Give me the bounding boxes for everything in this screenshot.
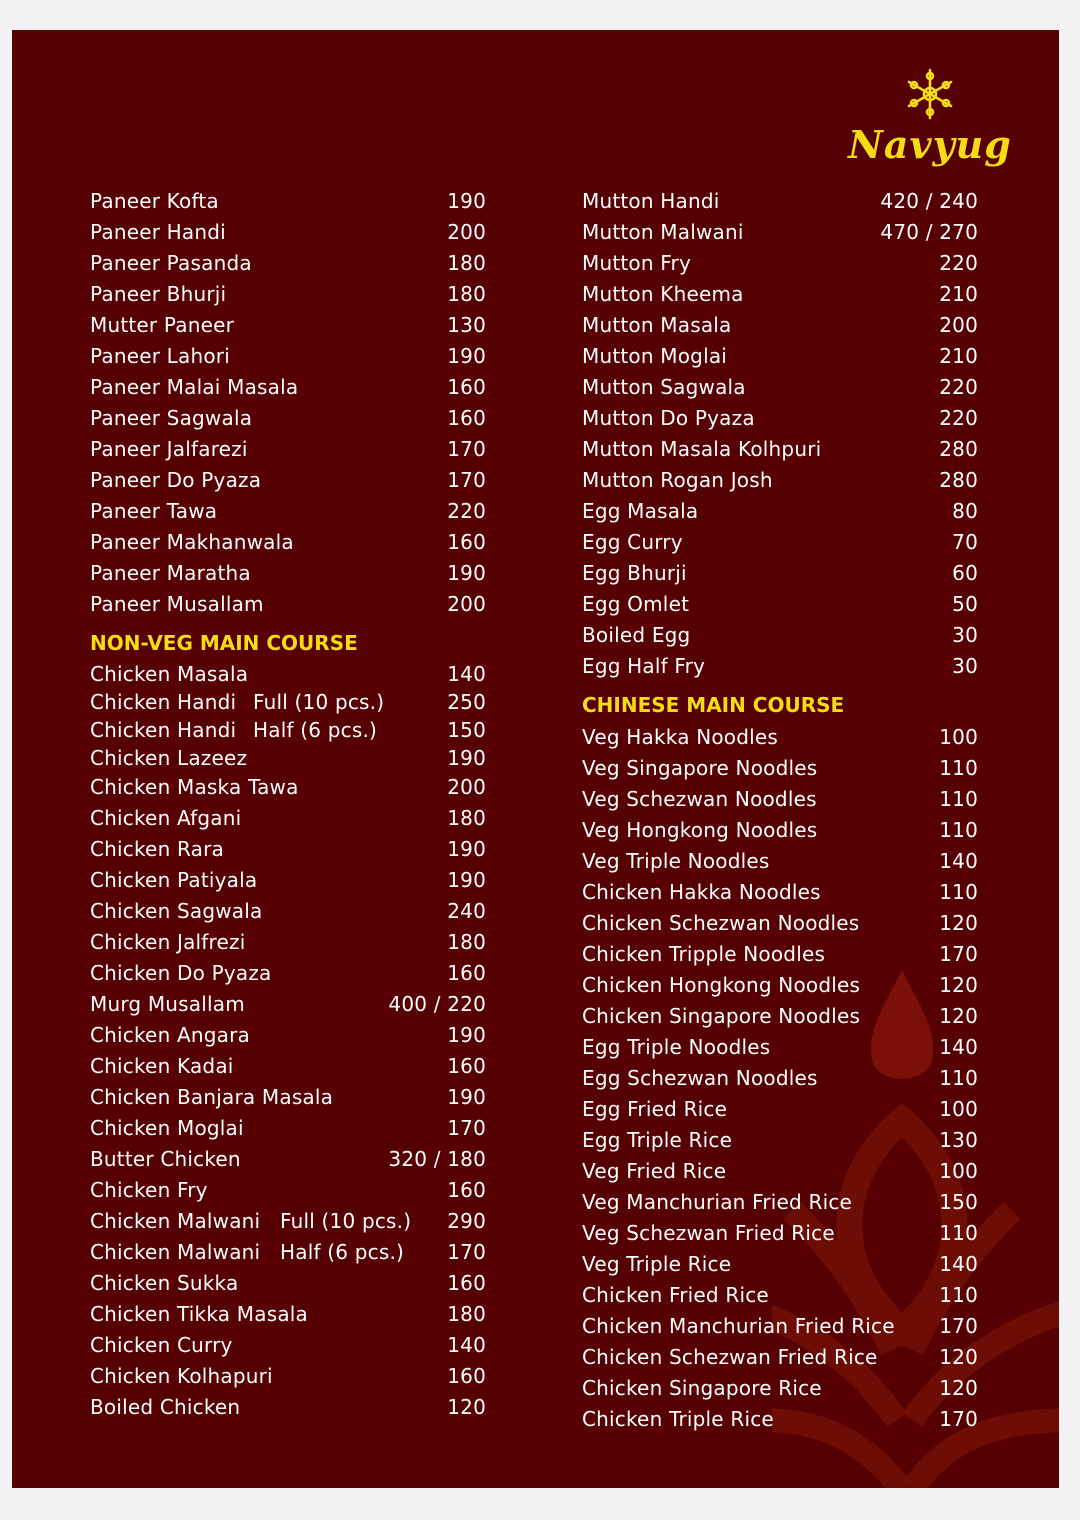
item-price: 210 [939,344,978,368]
ornament-icon [905,68,955,120]
brand-name: Navyug [848,122,1012,167]
item-name: Chicken Manchurian Fried Rice [582,1314,895,1338]
list-item [582,341,978,372]
item-price: 200 [939,313,978,337]
item-price: 170 [447,437,486,461]
item-price: 30 [952,623,978,647]
list-item [90,279,486,310]
item-name: Chicken Schezwan Fried Rice [582,1345,878,1369]
item-price: 150 [939,1190,978,1214]
item-name: Mutton Handi [582,189,720,213]
item-price: 160 [447,406,486,430]
list-item [90,865,486,896]
item-name: Chicken Schezwan Noodles [582,911,860,935]
list-item [90,688,486,716]
item-name: Chicken Patiyala [90,868,258,892]
item-name: Boiled Chicken [90,1395,241,1419]
item-price: 190 [447,746,486,770]
item-name: Paneer Jalfarezi [90,437,248,461]
list-item [90,1330,486,1361]
list-item [90,1361,486,1392]
item-price: 110 [939,1283,978,1307]
item-portion: Half (6 pcs.) [280,1240,405,1264]
list-item [582,784,978,815]
item-name: Mutton Moglai [582,344,728,368]
item-price: 200 [447,775,486,799]
item-name: Mutton Sagwala [582,375,746,399]
list-item [90,434,486,465]
item-name: Chicken Triple Rice [582,1407,774,1431]
item-price: 120 [939,1004,978,1028]
item-name: Chicken Handi [90,718,237,742]
item-name: Mutton Masala Kolhpuri [582,437,822,461]
item-name: Egg Half Fry [582,654,706,678]
item-price: 220 [939,251,978,275]
item-name: Chicken Do Pyaza [90,961,272,985]
item-price: 180 [447,1302,486,1326]
item-name: Veg Manchurian Fried Rice [582,1190,853,1214]
item-price: 110 [939,756,978,780]
list-item [582,1280,978,1311]
list-item [582,434,978,465]
list-item [90,217,486,248]
item-price: 470 / 270 [880,220,978,244]
item-price: 190 [447,868,486,892]
item-name: Chicken Banjara Masala [90,1085,334,1109]
item-name: Chicken Malwani [90,1240,261,1264]
list-item [582,620,978,651]
item-name: Paneer Do Pyaza [90,468,262,492]
item-portion: Half (6 pcs.) [253,718,378,742]
item-name: Chicken Tikka Masala [90,1302,308,1326]
item-name: Paneer Lahori [90,344,230,368]
item-name: Veg Hongkong Noodles [582,818,818,842]
item-name: Veg Hakka Noodles [582,725,779,749]
item-name: Mutter Paneer [90,313,235,337]
list-item [582,1001,978,1032]
list-item [582,186,978,217]
right-menu-column [582,186,978,1435]
item-name: Mutton Rogan Josh [582,468,773,492]
item-price: 170 [447,1116,486,1140]
list-item [90,248,486,279]
list-item [582,877,978,908]
item-name: Chicken Lazeez [90,746,248,770]
item-price: 120 [447,1395,486,1419]
item-price: 160 [447,961,486,985]
item-price: 190 [447,1023,486,1047]
item-price: 100 [939,1159,978,1183]
item-price: 110 [939,1066,978,1090]
list-item [90,558,486,589]
item-name: Butter Chicken [90,1147,241,1171]
list-item [582,1404,978,1435]
list-item [582,248,978,279]
item-portion: Full (10 pcs.) [280,1209,412,1233]
item-price: 200 [447,220,486,244]
item-name: Paneer Malai Masala [90,375,299,399]
item-name: Paneer Musallam [90,592,264,616]
item-name: Egg Triple Noodles [582,1035,771,1059]
item-price: 160 [447,1364,486,1388]
list-item [582,1311,978,1342]
list-item [582,527,978,558]
item-name: Chicken Malwani [90,1209,261,1233]
item-name: Chicken Kolhapuri [90,1364,273,1388]
item-price: 60 [952,561,978,585]
item-name: Paneer Tawa [90,499,218,523]
menu-page [12,30,1059,1488]
list-item [582,651,978,682]
item-name: Chicken Kadai [90,1054,234,1078]
list-item [582,279,978,310]
list-item [90,744,486,772]
item-name: Egg Curry [582,530,683,554]
list-item [90,1175,486,1206]
mutton-egg-list [582,186,978,682]
list-item [582,558,978,589]
list-item [582,815,978,846]
item-name: Paneer Bhurji [90,282,227,306]
item-portion: Full (10 pcs.) [253,690,385,714]
list-item [90,660,486,688]
item-name: Chicken Rara [90,837,224,861]
item-price: 100 [939,1097,978,1121]
item-price: 160 [447,1178,486,1202]
chinese-list [582,722,978,1435]
item-price: 420 / 240 [880,189,978,213]
list-item [90,1268,486,1299]
list-item [90,958,486,989]
item-name: Mutton Kheema [582,282,744,306]
item-price: 140 [939,1035,978,1059]
list-item [582,1125,978,1156]
item-price: 320 / 180 [388,1147,486,1171]
item-name: Chicken Maska Tawa [90,775,299,799]
item-name: Paneer Pasanda [90,251,252,275]
list-item [90,341,486,372]
item-price: 220 [939,406,978,430]
item-name: Chicken Angara [90,1023,250,1047]
list-item [90,372,486,403]
item-name: Chicken Hakka Noodles [582,880,821,904]
item-name: Chicken Handi [90,690,237,714]
item-price: 210 [939,282,978,306]
list-item [582,939,978,970]
list-item [90,310,486,341]
item-price: 170 [447,1240,486,1264]
item-price: 200 [447,592,486,616]
list-item [90,1020,486,1051]
left-menu-column [90,186,486,1423]
item-price: 140 [447,662,486,686]
list-item [582,1187,978,1218]
list-item [90,1392,486,1423]
item-name: Egg Omlet [582,592,690,616]
list-item [582,1342,978,1373]
item-price: 180 [447,806,486,830]
list-item [582,496,978,527]
item-name: Chicken Hongkong Noodles [582,973,861,997]
item-name: Mutton Masala [582,313,732,337]
list-item [582,908,978,939]
item-price: 120 [939,911,978,935]
item-price: 180 [447,251,486,275]
item-name: Chicken Singapore Rice [582,1376,822,1400]
item-name: Paneer Makhanwala [90,530,294,554]
list-item [90,186,486,217]
item-price: 110 [939,818,978,842]
item-name: Veg Singapore Noodles [582,756,818,780]
list-item [582,970,978,1001]
item-price: 170 [447,468,486,492]
item-price: 150 [447,718,486,742]
list-item [582,1249,978,1280]
list-item [90,1299,486,1330]
item-price: 120 [939,973,978,997]
list-item [90,772,486,803]
item-price: 400 / 220 [388,992,486,1016]
item-price: 120 [939,1376,978,1400]
item-name: Boiled Egg [582,623,691,647]
list-item [90,465,486,496]
item-price: 170 [939,942,978,966]
item-price: 190 [447,189,486,213]
list-item [582,1094,978,1125]
item-price: 110 [939,787,978,811]
item-price: 280 [939,468,978,492]
list-item [90,1206,486,1237]
item-name: Murg Musallam [90,992,245,1016]
list-item [582,465,978,496]
list-item [90,803,486,834]
list-item [582,1218,978,1249]
item-price: 170 [939,1407,978,1431]
item-name: Veg Schezwan Noodles [582,787,817,811]
item-price: 50 [952,592,978,616]
item-price: 240 [447,899,486,923]
item-name: Chicken Jalfrezi [90,930,246,954]
list-item [582,722,978,753]
list-item [90,1144,486,1175]
list-item [90,896,486,927]
item-price: 190 [447,1085,486,1109]
item-name: Chicken Tripple Noodles [582,942,826,966]
item-name: Chicken Fried Rice [582,1283,769,1307]
list-item [582,403,978,434]
list-item [582,753,978,784]
list-item [90,403,486,434]
list-item [90,1051,486,1082]
item-price: 130 [447,313,486,337]
item-price: 160 [447,1054,486,1078]
item-name: Chicken Afgani [90,806,242,830]
item-name: Veg Fried Rice [582,1159,727,1183]
item-name: Egg Bhurji [582,561,687,585]
item-price: 100 [939,725,978,749]
item-name: Paneer Sagwala [90,406,253,430]
item-price: 190 [447,837,486,861]
section-title-chinese: CHINESE MAIN COURSE [582,693,845,717]
item-price: 160 [447,375,486,399]
list-item [582,846,978,877]
brand-logo [845,68,1015,167]
item-price: 250 [447,690,486,714]
item-price: 130 [939,1128,978,1152]
item-price: 120 [939,1345,978,1369]
item-name: Mutton Do Pyaza [582,406,755,430]
item-price: 110 [939,1221,978,1245]
list-item [582,1063,978,1094]
nonveg-list [90,660,486,1423]
item-price: 140 [939,1252,978,1276]
item-name: Egg Triple Rice [582,1128,733,1152]
item-name: Veg Triple Rice [582,1252,732,1276]
item-price: 70 [952,530,978,554]
item-name: Mutton Malwani [582,220,744,244]
item-price: 180 [447,282,486,306]
item-name: Egg Masala [582,499,699,523]
item-name: Veg Triple Noodles [582,849,770,873]
item-name: Egg Fried Rice [582,1097,728,1121]
item-price: 140 [939,849,978,873]
item-price: 160 [447,1271,486,1295]
list-item [90,589,486,620]
item-price: 220 [939,375,978,399]
list-item [90,989,486,1020]
item-price: 140 [447,1333,486,1357]
item-name: Chicken Moglai [90,1116,244,1140]
item-name: Egg Schezwan Noodles [582,1066,818,1090]
item-price: 280 [939,437,978,461]
item-price: 220 [447,499,486,523]
item-price: 160 [447,530,486,554]
list-item [90,716,486,744]
list-item [90,527,486,558]
item-name: Veg Schezwan Fried Rice [582,1221,835,1245]
item-price: 170 [939,1314,978,1338]
list-item [582,217,978,248]
item-name: Chicken Sagwala [90,899,263,923]
paneer-list [90,186,486,620]
item-price: 190 [447,561,486,585]
item-price: 190 [447,344,486,368]
item-price: 110 [939,880,978,904]
item-name: Paneer Kofta [90,189,219,213]
item-name: Paneer Handi [90,220,226,244]
list-item [582,1032,978,1063]
list-item [582,589,978,620]
item-name: Paneer Maratha [90,561,251,585]
list-item [90,496,486,527]
item-name: Chicken Masala [90,662,249,686]
list-item [90,927,486,958]
item-name: Chicken Curry [90,1333,233,1357]
list-item [582,1156,978,1187]
list-item [582,372,978,403]
list-item [90,1082,486,1113]
list-item [90,834,486,865]
item-name: Mutton Fry [582,251,691,275]
list-item [90,1237,486,1268]
item-name: Chicken Singapore Noodles [582,1004,861,1028]
item-price: 30 [952,654,978,678]
section-title-nonveg: NON-VEG MAIN COURSE [90,631,358,655]
item-price: 290 [447,1209,486,1233]
item-price: 180 [447,930,486,954]
item-name: Chicken Fry [90,1178,208,1202]
item-name: Chicken Sukka [90,1271,239,1295]
item-price: 80 [952,499,978,523]
list-item [582,1373,978,1404]
list-item [90,1113,486,1144]
list-item [582,310,978,341]
